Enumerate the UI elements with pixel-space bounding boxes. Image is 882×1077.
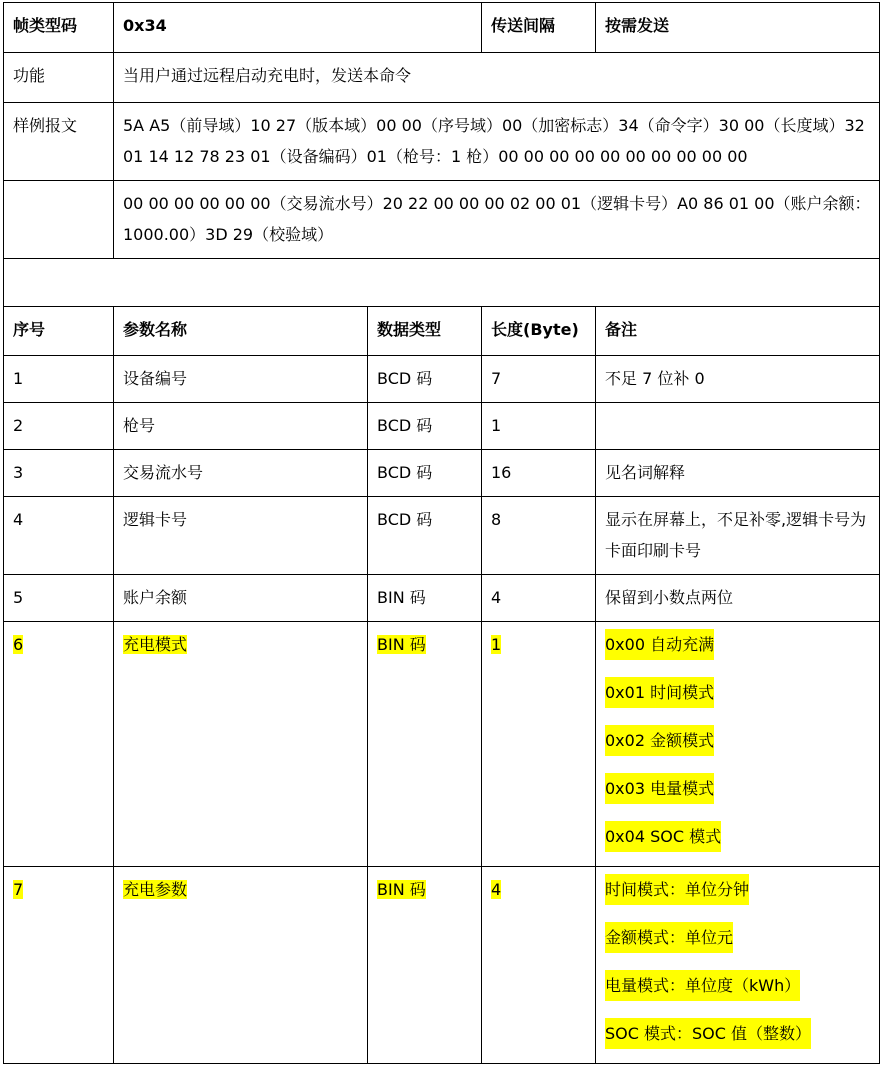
param-notes-cell (596, 622, 880, 867)
param-length: 16 (491, 463, 512, 482)
param-notes-cell (596, 575, 880, 622)
sample-row-continued (4, 181, 880, 259)
param-type: BIN 码 (377, 588, 426, 607)
param-name-cell (114, 497, 368, 575)
param-length: 4 (491, 588, 502, 607)
param-name: 设备编号 (123, 369, 188, 388)
param-length: 4 (491, 880, 502, 899)
param-name-cell (114, 450, 368, 497)
function-label: 功能 (4, 53, 114, 103)
param-name: 充电参数 (123, 880, 188, 899)
table-row (4, 867, 880, 1064)
param-name-cell (114, 356, 368, 403)
param-note: 0x04 SOC 模式 (605, 821, 721, 852)
param-note: 不足 7 位补 0 (605, 369, 705, 388)
table-row (4, 356, 880, 403)
col-header-name: 参数名称 (114, 307, 368, 356)
param-note: 0x02 金额模式 (605, 725, 714, 756)
param-length-cell (482, 356, 596, 403)
param-note: 金额模式：单位元 (605, 922, 733, 953)
spacer-cell (4, 259, 880, 307)
sample-label-empty (4, 181, 114, 259)
param-note: SOC 模式：SOC 值（整数） (605, 1018, 811, 1049)
param-note: 见名词解释 (605, 463, 686, 482)
interval-label: 传送间隔 (482, 3, 596, 53)
table-row (4, 622, 880, 867)
param-note: 0x01 时间模式 (605, 677, 714, 708)
param-no: 1 (13, 369, 24, 388)
param-length-cell (482, 403, 596, 450)
function-row (4, 53, 880, 103)
table-row (4, 403, 880, 450)
params-table (3, 306, 880, 1064)
param-type: BCD 码 (377, 369, 433, 388)
param-length: 8 (491, 510, 502, 529)
param-no-cell (4, 575, 114, 622)
params-header-row (4, 307, 880, 356)
param-length: 1 (491, 416, 502, 435)
param-note: 时间模式：单位分钟 (605, 874, 749, 905)
param-no: 5 (13, 588, 24, 607)
param-notes-cell (596, 497, 880, 575)
interval-value: 按需发送 (596, 3, 880, 53)
param-note: 电量模式：单位度（kWh） (605, 970, 800, 1001)
frame-type-value: 0x34 (114, 3, 482, 53)
param-no-cell (4, 450, 114, 497)
param-notes-cell (596, 450, 880, 497)
param-no-cell (4, 497, 114, 575)
col-header-no: 序号 (4, 307, 114, 356)
document (3, 2, 879, 1064)
param-no: 2 (13, 416, 24, 435)
param-name-cell (114, 575, 368, 622)
param-name: 充电模式 (123, 635, 188, 654)
param-name: 枪号 (123, 416, 156, 435)
col-header-length: 长度(Byte) (482, 307, 596, 356)
param-note: 0x00 自动充满 (605, 629, 714, 660)
param-type-cell (368, 450, 482, 497)
param-note: 0x03 电量模式 (605, 773, 714, 804)
param-no-cell (4, 867, 114, 1064)
param-type-cell (368, 622, 482, 867)
param-type: BIN 码 (377, 880, 426, 899)
param-no: 7 (13, 880, 24, 899)
param-no-cell (4, 403, 114, 450)
param-type-cell (368, 403, 482, 450)
param-type-cell (368, 575, 482, 622)
param-no: 3 (13, 463, 24, 482)
param-type: BIN 码 (377, 635, 426, 654)
sample-text-part1: 5A A5（前导域）10 27（版本域）00 00（序号域）00（加密标志）34（命令字）30 00（长度域）32 01 14 12 78 23 01（设备编码）01（枪号：1 枪）00 00 00 00 00 00 00 00 00 00 (114, 103, 880, 181)
param-length-cell (482, 575, 596, 622)
sample-label: 样例报文 (4, 103, 114, 181)
param-notes-cell (596, 403, 880, 450)
param-no-cell (4, 622, 114, 867)
frame-type-label: 帧类型码 (4, 3, 114, 53)
param-name: 账户余额 (123, 588, 188, 607)
function-value: 当用户通过远程启动充电时，发送本命令 (114, 53, 880, 103)
param-no: 4 (13, 510, 24, 529)
param-type: BCD 码 (377, 510, 433, 529)
param-notes-cell (596, 867, 880, 1064)
param-name: 交易流水号 (123, 463, 204, 482)
param-type-cell (368, 356, 482, 403)
param-no: 6 (13, 635, 24, 654)
sample-text-part2: 00 00 00 00 00 00（交易流水号）20 22 00 00 00 02 00 01（逻辑卡号）A0 86 01 00（账户余额：1000.00）3D 29（校验域） (114, 181, 880, 259)
param-name-cell (114, 403, 368, 450)
sample-row (4, 103, 880, 181)
param-name-cell (114, 867, 368, 1064)
param-length-cell (482, 622, 596, 867)
table-row (4, 575, 880, 622)
param-type-cell (368, 867, 482, 1064)
table-row (4, 497, 880, 575)
param-type-cell (368, 497, 482, 575)
table-row (4, 450, 880, 497)
param-type: BCD 码 (377, 463, 433, 482)
param-note: 显示在屏幕上，不足补零,逻辑卡号为卡面印刷卡号 (605, 510, 867, 560)
param-length: 1 (491, 635, 502, 654)
param-type: BCD 码 (377, 416, 433, 435)
param-length-cell (482, 450, 596, 497)
param-length-cell (482, 497, 596, 575)
col-header-type: 数据类型 (368, 307, 482, 356)
param-name-cell (114, 622, 368, 867)
col-header-notes: 备注 (596, 307, 880, 356)
param-name: 逻辑卡号 (123, 510, 188, 529)
frame-header-row (4, 3, 880, 53)
frame-table (3, 2, 880, 307)
param-no-cell (4, 356, 114, 403)
param-length-cell (482, 867, 596, 1064)
param-note: 保留到小数点两位 (605, 588, 734, 607)
param-notes-cell (596, 356, 880, 403)
param-length: 7 (491, 369, 502, 388)
spacer-row (4, 259, 880, 307)
